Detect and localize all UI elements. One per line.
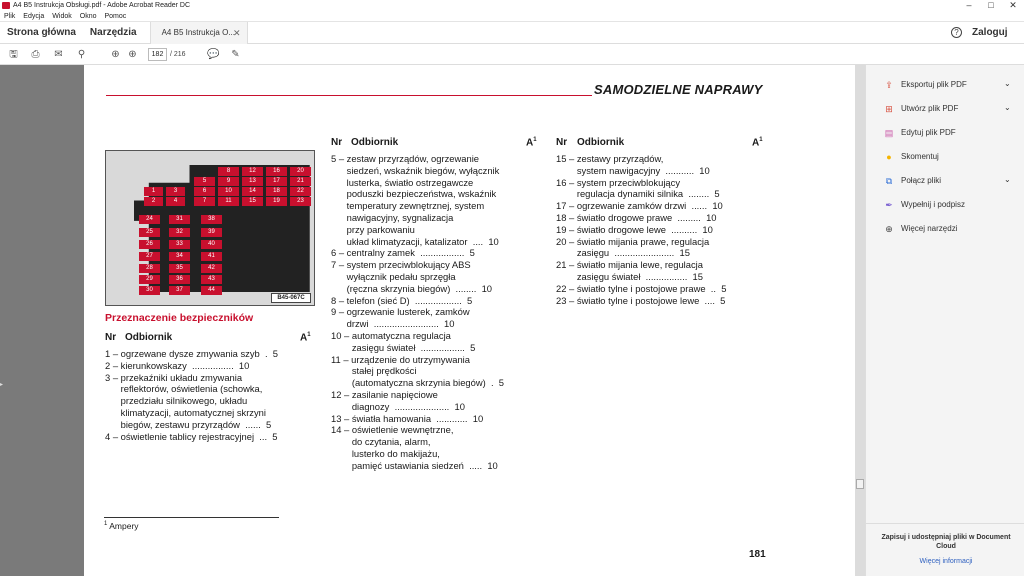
col1-line: 4 – oświetlenie tablicy rejestracyjnej ... 5 [105,430,278,442]
more-tools-item[interactable]: ⊕ Więcej narzędzi [885,223,958,234]
col1-line: reflektorów, oświetlenia (schowka, [105,383,263,395]
col1-line: klimatyzacji, automatycznej skrzyni [105,407,266,418]
footnote: $^1$ Ampery [104,521,139,531]
fuse-18: 18 [266,187,287,196]
fuse-43: 43 [201,275,222,284]
fuse-box-diagram [105,150,315,306]
col2-line: układ klimatyzacji, katalizator .... 10 [331,235,499,247]
close-icon[interactable]: ✕ [1009,0,1017,10]
tab-tools[interactable]: Narzędzia [89,27,137,38]
col1-line: 2 – kierunkowskazy ................ 10 [105,359,250,371]
fuse-25: 25 [139,228,160,237]
edit-pdf-icon: ▤ [884,127,894,138]
fuse-14: 14 [242,187,263,196]
tab-home[interactable]: Strona główna [7,27,76,38]
col3-amp-header: $A^1$ [752,137,763,149]
col2-name-header: Odbiornik [351,137,399,148]
fuse-27: 27 [139,252,160,261]
cloud-promo-text: Zapisuj i udostępniaj pliki w Document Cloud [881,534,1011,550]
fuse-6: 6 [194,187,215,196]
col1-line: biegów, zestawu przyrządów ...... 5 [105,418,272,430]
fuse-36: 36 [169,275,190,284]
edit-pdf-item[interactable]: ▤ Edytuj plik PDF [884,127,956,138]
export-pdf-item[interactable]: ⇪ Eksportuj plik PDF [885,79,967,90]
menu-bar [0,11,1024,22]
col2-nr-header: Nr [331,137,343,148]
col2-line: 13 – światła hamowania ............ 10 [331,412,484,424]
fuse-7: 7 [194,197,215,206]
col2-line: lusterka, światło ostrzegawcze [331,176,474,188]
panel-divider [866,523,1024,524]
chevron-down-icon[interactable]: ⌄ [1004,175,1011,184]
col2-line: 11 – urządzenie do utrzymywania [331,353,470,365]
fuse-22: 22 [290,187,311,196]
col3-line: 20 – światło mijania prawe, regulacja [556,235,710,247]
left-panel-toggle-icon[interactable]: ▸ [0,382,4,388]
col3-nr-header: Nr [556,137,568,148]
col1-amp-header: $A^1$ [300,332,311,344]
col3-line: 15 – zestawy przyrządów, [556,153,664,164]
col3-line: system nawigacyjny ........... 10 [556,164,710,176]
page-total: / 216 [170,51,186,58]
col2-line: 5 – zestaw przyrządów, ogrzewanie [331,153,479,164]
fuse-38: 38 [201,215,222,224]
window-controls [958,0,1024,11]
pen-icon[interactable]: ✎ [231,49,240,60]
fuse-13: 13 [242,177,263,186]
export-pdf-icon: ⇪ [885,79,893,90]
col2-line: lusterko do makijażu, [331,448,440,459]
fuse-4: 4 [166,197,185,206]
col2-line: zasięgu świateł ................. 5 [331,341,476,353]
col2-line: nawigacyjny, sygnalizacja [331,212,454,223]
fuse-24: 24 [139,215,160,224]
comment-bubble-icon: ● [886,151,892,162]
document-viewport[interactable] [0,65,865,576]
fuse-44: 44 [201,286,222,295]
col2-line: 8 – telefon (sieć D) .................. 5 [331,294,473,306]
fuse-39: 39 [201,228,222,237]
menu-edit[interactable]: Edycja [23,13,45,20]
fuse-table-title: Przeznaczenie bezpieczników [105,312,254,324]
fuse-26: 26 [139,240,160,249]
combine-files-item[interactable]: ⧉ Połącz pliki [885,175,942,186]
window-title: A4 B5 Instrukcja Obsługi.pdf - Adobe Acrobat Reader DC [13,2,191,9]
col3-line: 18 – światło drogowe prawe ......... 10 [556,212,717,223]
section-title: SAMODZIELNE NAPRAWY [594,82,763,97]
col2-line: poduszki bezpieczeństwa, wskaźnik [331,188,497,200]
comment-item[interactable]: ● Skomentuj [884,151,939,163]
previous-page-icon[interactable]: ⊕ [111,49,120,60]
col2-line: siedzeń, wskaźnik biegów, wyłącznik [331,164,500,176]
col2-line: stałej prędkości [331,365,417,377]
tab-document-label: A4 B5 Instrukcja O... [161,27,235,37]
col2-line: diagnozy ..................... 10 [331,400,465,412]
col3-line: 19 – światło drogowe lewe .......... 10 [556,223,713,235]
col2-line: 9 – ogrzewanie lusterek, zamków [331,306,470,318]
menu-view[interactable]: Widok [52,13,72,20]
footnote-rule [104,517,279,518]
fuse-23: 23 [290,197,311,206]
page-number: 181 [749,549,766,560]
combine-files-icon: ⧉ [885,175,893,186]
fuse-29: 29 [139,275,160,284]
fuse-21: 21 [290,177,311,186]
col1-line: 3 – przekaźniki układu zmywania [105,371,243,383]
login-button[interactable]: Zaloguj [972,27,1008,38]
fuse-20: 20 [290,167,311,176]
col2-line: 7 – system przeciwblokujący ABS [331,259,471,271]
col2-line: 10 – automatyczna regulacja [331,330,451,341]
col3-line: 16 – system przeciwblokujący [556,176,681,188]
fuse-16: 16 [266,167,287,176]
col2-line: 6 – centralny zamek ................. 5 [331,247,475,259]
col3-line: 17 – ogrzewanie zamków drzwi ...... 10 [556,200,723,212]
col2-line: wyłącznik pedału sprzęgła [331,271,456,282]
plus-icon: ⊕ [885,223,893,234]
col2-line: do czytania, alarm, [331,436,431,448]
fuse-33: 33 [169,240,190,249]
col3-line: 21 – światło mijania lewe, regulacja [556,259,703,271]
vertical-scrollbar[interactable] [855,65,865,576]
col2-line: pamięć ustawiania siedzeń ..... 10 [331,459,498,471]
menu-file[interactable]: Plik [4,13,16,20]
search-icon[interactable]: ⚲ [77,49,86,60]
fuse-37: 37 [169,286,190,295]
scrollbar-thumb[interactable] [856,479,864,489]
fuse-34: 34 [169,252,190,261]
fuse-31: 31 [169,215,190,224]
fuse-2: 2 [144,197,163,206]
col3-name-header: Odbiornik [577,137,625,148]
col2-line: 12 – zasilanie napięciowe [331,389,438,400]
col2-line: przy parkowaniu [331,223,415,235]
page-number-input[interactable]: 182 [148,48,167,61]
header-rule [106,95,592,96]
fuse-15: 15 [242,197,263,206]
learn-more-link[interactable]: Więcej informacji [919,558,973,565]
tab-document[interactable] [150,22,248,44]
chevron-down-icon[interactable]: ⌄ [1004,103,1011,112]
col2-line: 14 – oświetlenie wewnętrzne, [331,424,454,436]
col2-amp-header: $A^1$ [526,137,537,149]
col2-line: drzwi ......................... 10 [331,318,455,330]
next-page-icon[interactable]: ⊕ [128,49,137,60]
email-icon[interactable]: ✉ [54,49,63,60]
create-pdf-icon: ⊞ [885,103,893,114]
acrobat-logo-icon [2,2,10,9]
fuse-3: 3 [166,187,185,196]
maximize-icon[interactable]: □ [988,0,994,10]
col1-line: przedziału silnikowego, układu [105,395,248,407]
col2-line: (automatyczna skrzynia biegów) . 5 [331,377,504,389]
fill-sign-item[interactable]: ✒ Wypełnij i podpisz [885,199,965,210]
fuse-41: 41 [201,252,222,261]
col1-nr-header: Nr [105,332,117,343]
save-icon[interactable]: 🖫 [9,49,18,60]
figure-label: B45-067C [271,293,311,303]
fuse-30: 30 [139,286,160,295]
col2-line: temperatury zewnętrznej, system [331,200,485,212]
fuse-19: 19 [266,197,287,206]
create-pdf-item[interactable]: ⊞ Utwórz plik PDF [885,103,959,114]
fuse-42: 42 [201,264,222,273]
tab-bar [0,22,1024,44]
fuse-12: 12 [242,167,263,176]
fuse-11: 11 [218,197,239,206]
col1-name-header: Odbiornik [125,332,173,343]
col3-line: zasięgu świateł ................ 15 [556,271,703,282]
fuse-10: 10 [218,187,239,196]
fuse-8: 8 [218,167,239,176]
comment-icon[interactable]: 💬 [207,49,220,60]
title-bar [0,0,1024,11]
pdf-page [84,65,855,576]
help-icon[interactable]: ? [951,27,962,38]
fuse-35: 35 [169,264,190,273]
col3-line: zasięgu ....................... 15 [556,247,690,259]
col1-line: 1 – ogrzewane dysze zmywania szyb . 5 [105,348,278,359]
menu-help[interactable]: Pomoc [104,13,127,20]
tools-pane [865,65,1024,576]
fuse-32: 32 [169,228,190,237]
col3-line: 23 – światło tylne i postojowe lewe .... 5 [556,294,726,306]
minimize-icon[interactable]: – [966,0,972,10]
menu-window[interactable]: Okno [79,13,97,20]
fuse-9: 9 [218,177,239,186]
chevron-down-icon[interactable]: ⌄ [1004,79,1011,88]
fuse-40: 40 [201,240,222,249]
col3-line: 22 – światło tylne i postojowe prawe .. 5 [556,282,727,294]
fuse-5: 5 [194,177,215,186]
close-tab-icon[interactable]: ✕ [233,27,241,38]
fuse-1: 1 [144,187,163,196]
col3-line: regulacja dynamiki silnika ........ 5 [556,188,720,200]
fuse-28: 28 [139,264,160,273]
col2-line: (ręczna skrzynia biegów) ........ 10 [331,282,492,294]
fuse-17: 17 [266,177,287,186]
print-icon[interactable]: ⎙ [31,49,40,60]
fill-sign-icon: ✒ [885,199,893,210]
